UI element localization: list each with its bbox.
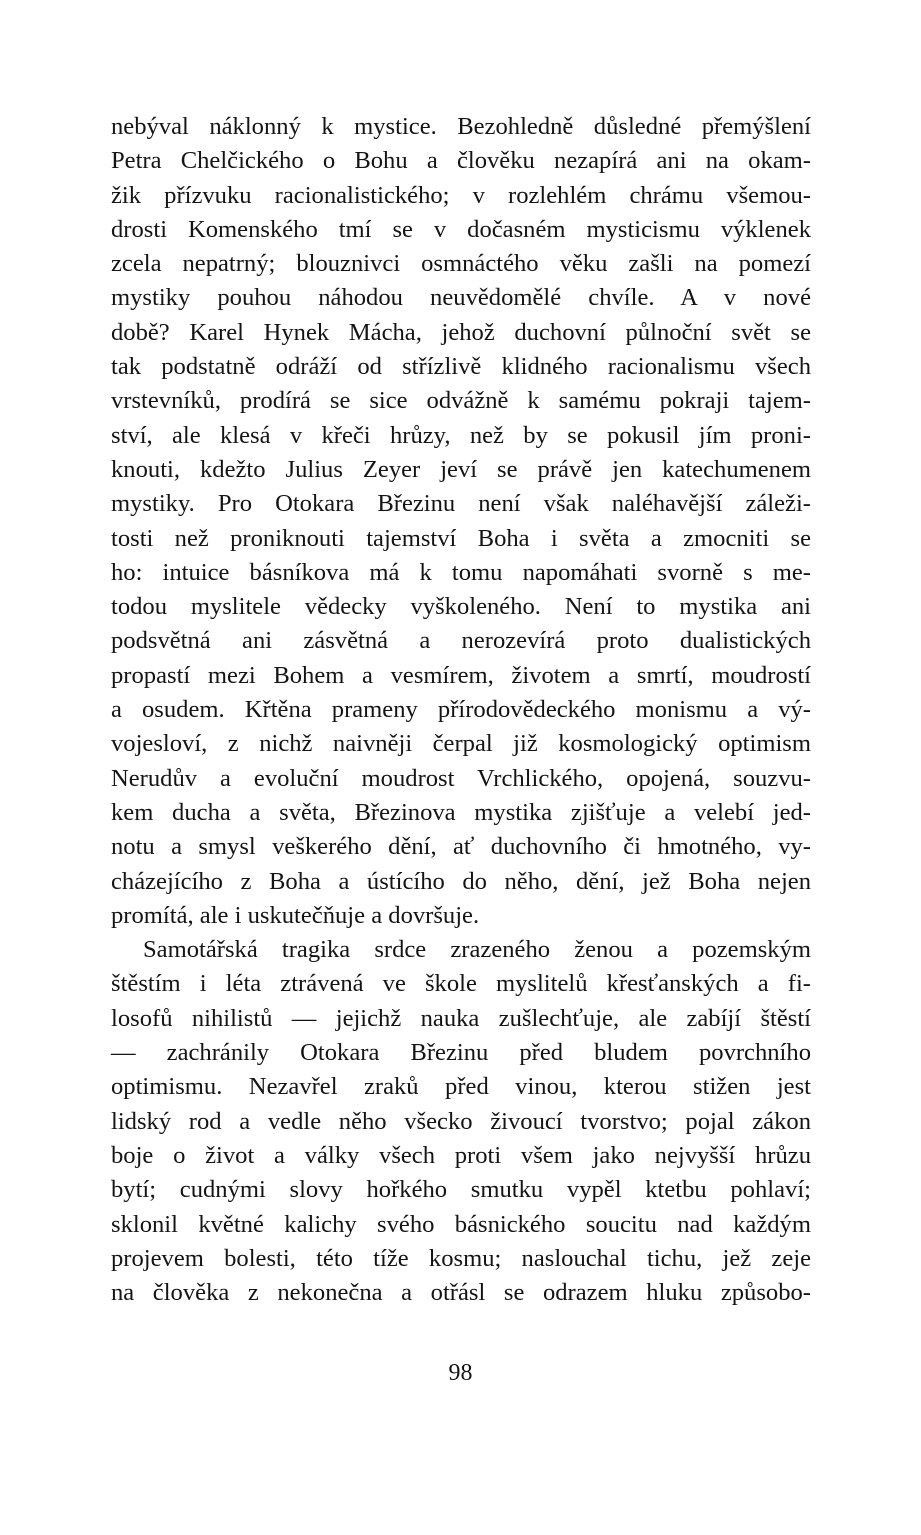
text-line: todou myslitele vědecky vyškoleného. Není to mystika ani xyxy=(111,593,811,621)
text-line: lidský rod a vedle něho všecko živoucí tvorstvo; pojal zákon xyxy=(111,1107,811,1135)
text-line: žik přízvuku racionalistického; v rozlehlém chrámu všemou- xyxy=(111,181,811,209)
text-line: štěstím i léta ztrávená ve škole myslitelů křesťanských a fi- xyxy=(111,970,811,998)
text-line: projevem bolesti, této tíže kosmu; naslouchal tichu, jež zeje xyxy=(111,1244,811,1272)
text-line: knouti, kdežto Julius Zeyer jeví se právě jen katechumenem xyxy=(111,455,811,483)
text-line: drosti Komenského tmí se v dočasném mysticismu výklenek xyxy=(111,215,811,243)
text-line: ství, ale klesá v křeči hrůzy, než by se pokusil jím proni- xyxy=(111,421,811,449)
text-line: zcela nepatrný; blouznivci osmnáctého věku zašli na pomezí xyxy=(111,250,811,278)
text-line: — zachránily Otokara Březinu před bludem povrchního xyxy=(111,1039,811,1067)
text-line: Samotářská tragika srdce zrazeného ženou a pozemským xyxy=(143,936,811,964)
text-line: optimismu. Nezavřel zraků před vinou, kterou stižen jest xyxy=(111,1073,811,1101)
text-line: notu a smysl veškerého dění, ať duchovního či hmotného, vy- xyxy=(111,833,811,861)
text-line: kem ducha a světa, Březinova mystika zjišťuje a velebí jed- xyxy=(111,798,811,826)
text-line: mystiky pouhou náhodou neuvědomělé chvíle. A v nové xyxy=(111,284,811,312)
text-line: boje o život a války všech proti všem jako nejvyšší hrůzu xyxy=(111,1141,811,1169)
text-line: losofů nihilistů — jejichž nauka zušlechťuje, ale zabíjí štěstí xyxy=(111,1004,811,1032)
text-line: a osudem. Křtěna prameny přírodovědeckého monismu a vý- xyxy=(111,696,811,724)
text-line: Petra Chelčického o Bohu a člověku nezapírá ani na okam- xyxy=(111,147,811,175)
text-line: cházejícího z Boha a ústícího do něho, dění, jež Boha nejen xyxy=(111,867,811,895)
body-text xyxy=(111,110,811,1310)
text-line: vrstevníků, prodírá se sice odvážně k samému pokraji tajem- xyxy=(111,387,811,415)
text-line: mystiky. Pro Otokara Březinu není však naléhavější záleži- xyxy=(111,490,811,518)
text-line: vojesloví, z nichž naivněji čerpal již kosmologický optimism xyxy=(111,730,811,758)
text-line: tosti než proniknouti tajemství Boha i světa a zmocniti se xyxy=(111,524,811,552)
text-line: nebýval náklonný k mystice. Bezohledně důsledné přemýšlení xyxy=(111,113,811,140)
text-line: Nerudův a evoluční moudrost Vrchlického, opojená, souzvu- xyxy=(111,764,811,792)
text-line: podsvětná ani zásvětná a nerozevírá proto dualistických xyxy=(111,627,811,655)
text-line: ho: intuice básníkova má k tomu napomáhati svorně s me- xyxy=(111,558,811,586)
text-line: době? Karel Hynek Mácha, jehož duchovní půlnoční svět se xyxy=(111,318,811,346)
text-line: tak podstatně odráží od střízlivě klidného racionalismu všech xyxy=(111,353,811,381)
text-line: promítá, ale i uskutečňuje a dovršuje. xyxy=(111,901,480,929)
text-line: na člověka z nekonečna a otřásl se odrazem hluku způsobo- xyxy=(111,1279,811,1307)
text-line: bytí; cudnými slovy hořkého smutku vypěl ktetbu pohlaví; xyxy=(111,1176,811,1204)
text-line: sklonil květné kalichy svého básnického soucitu nad každým xyxy=(111,1210,811,1238)
text-line: propastí mezi Bohem a vesmírem, životem a smrtí, moudrostí xyxy=(111,661,811,689)
page-number: 98 xyxy=(448,1360,473,1386)
